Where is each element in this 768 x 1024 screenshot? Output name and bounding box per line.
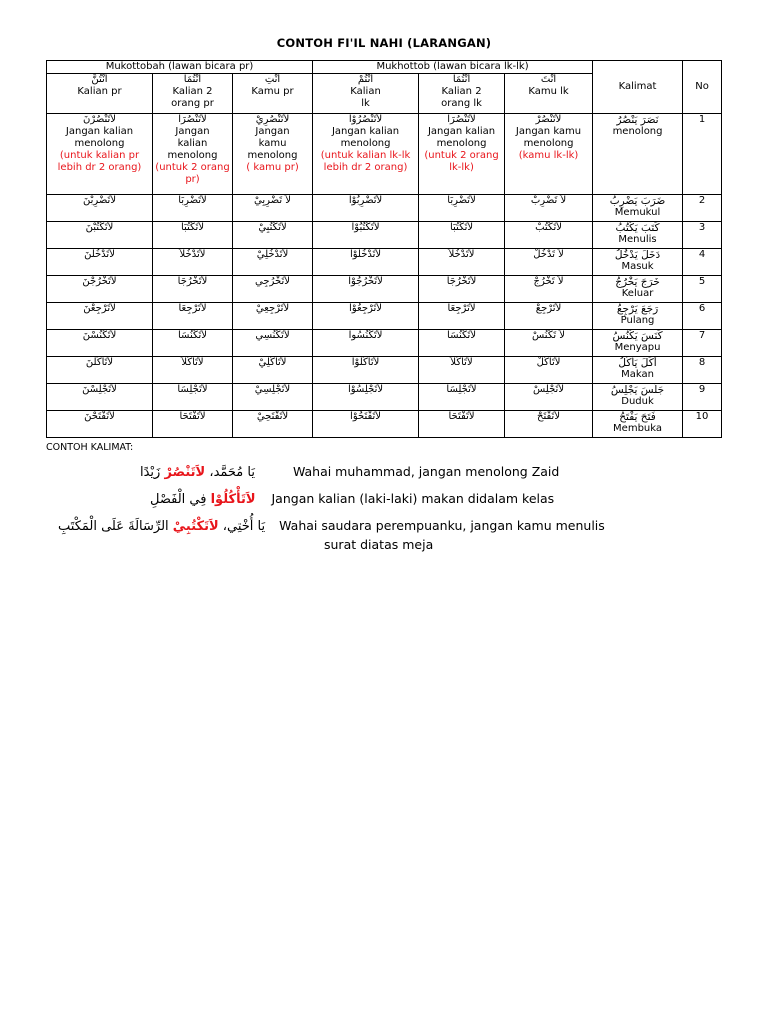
fiil-nahi-arabic: لاَتَأْكُلاَ — [450, 357, 473, 368]
group-header-row — [47, 61, 722, 74]
column-header-pronoun: أَنْتُمْ — [357, 74, 374, 85]
table-cell — [505, 330, 593, 357]
example-arabic-post: زَيْدًا — [140, 465, 165, 480]
table-cell — [313, 411, 419, 438]
fiil-nahi-arabic: لاَتَنْصُرْ — [535, 114, 562, 125]
column-header — [233, 74, 313, 114]
fiil-nahi-arabic: لاَتَجْلِسْنَ — [82, 384, 117, 395]
table-row — [47, 330, 722, 357]
fiil-nahi-arabic: لاَتَأْكُلِيْ — [258, 357, 287, 368]
kalimat-cell — [593, 330, 683, 357]
kalimat-arabic: كَنَسَ يَكْنُسُ — [612, 330, 663, 342]
kalimat-cell — [593, 357, 683, 384]
column-header-label: orang lk — [441, 98, 482, 109]
table-cell — [47, 276, 153, 303]
table-cell — [233, 303, 313, 330]
translation-text: Jangan kalian — [65, 126, 134, 137]
table-cell — [505, 249, 593, 276]
row-number: 1 — [683, 114, 722, 195]
table-cell — [47, 195, 153, 222]
table-cell — [47, 411, 153, 438]
group-header-mukhottob: Mukhottob (lawan bicara lk-lk) — [313, 61, 593, 74]
column-header-label: Kalian 2 — [172, 86, 213, 97]
table-cell — [419, 330, 505, 357]
kalimat-cell — [593, 222, 683, 249]
table-cell — [505, 276, 593, 303]
fiil-nahi-table — [46, 60, 722, 438]
column-header — [313, 74, 419, 114]
example-arabic-highlight: لاَتَأْكُلُوْا — [210, 492, 256, 507]
table-cell — [47, 222, 153, 249]
row-number: 10 — [683, 411, 722, 438]
table-cell — [233, 114, 313, 195]
table-cell — [419, 195, 505, 222]
table-cell — [153, 222, 233, 249]
translation-text: kalian menolong — [167, 138, 218, 161]
column-header-label: No — [695, 81, 709, 92]
table-cell — [233, 276, 313, 303]
addressee-note: (untuk 2 orang pr) — [155, 162, 230, 185]
translation-text: Jangan kalian — [427, 126, 496, 137]
fiil-nahi-arabic: لاَ تَضْرِبْ — [530, 195, 567, 206]
example-arabic-highlight: لاَتَنْصُرْ — [164, 465, 206, 480]
table-cell — [313, 357, 419, 384]
kalimat-arabic: رَجَعَ يَرْجِعُ — [616, 303, 659, 315]
row-number: 9 — [683, 384, 722, 411]
fiil-nahi-arabic: لاَتَكْتُبْ — [535, 222, 562, 233]
kalimat-arabic: فَتَحَ يَفْتَحُ — [619, 411, 656, 423]
table-cell — [47, 330, 153, 357]
column-header-label: orang pr — [171, 98, 214, 109]
column-header-label: Kamu lk — [528, 86, 569, 97]
example-sentence-3 — [58, 517, 738, 554]
example-arabic — [58, 519, 265, 534]
example-arabic-highlight: لاَتَكْتُبِيْ — [172, 519, 219, 534]
table-cell — [233, 249, 313, 276]
table-cell — [505, 357, 593, 384]
table-cell — [153, 330, 233, 357]
fiil-nahi-arabic: لاَتَرْجِعْ — [535, 303, 562, 314]
example-arabic — [150, 492, 256, 507]
example-arabic — [140, 465, 255, 480]
table-cell — [419, 222, 505, 249]
fiil-nahi-arabic: لاَ تَخْرُجْ — [533, 276, 564, 287]
fiil-nahi-arabic: لاَتَفْتَحْنَ — [84, 411, 115, 422]
example-arabic-post: الرِّسَالَةَ عَلَى الْمَكْتَبِ — [58, 519, 173, 534]
fiil-nahi-arabic: لاَتَرْجِعِيْ — [255, 303, 290, 314]
fiil-nahi-arabic: لاَتَفْتَحُوْا — [350, 411, 382, 422]
row-number: 8 — [683, 357, 722, 384]
fiil-nahi-arabic: لاَتَكْنُسَا — [447, 330, 477, 341]
column-header — [419, 74, 505, 114]
table-cell — [153, 249, 233, 276]
fiil-nahi-arabic: لاَتَخْرُجَا — [177, 276, 208, 287]
kalimat-meaning: Membuka — [613, 423, 662, 434]
kalimat-meaning: Duduk — [621, 396, 654, 407]
table-cell — [47, 114, 153, 195]
kalimat-meaning: Menyapu — [614, 342, 661, 353]
table-cell — [313, 330, 419, 357]
kalimat-arabic: جَلَسَ يَجْلِسُ — [610, 384, 665, 396]
table-cell — [153, 384, 233, 411]
row-number: 4 — [683, 249, 722, 276]
page-title: CONTOH FI'IL NAHI (LARANGAN) — [276, 36, 492, 50]
table-cell — [153, 195, 233, 222]
table-cell — [47, 303, 153, 330]
kalimat-cell — [593, 195, 683, 222]
table-cell — [47, 357, 153, 384]
table-cell — [505, 303, 593, 330]
kalimat-cell — [593, 303, 683, 330]
kalimat-meaning: Masuk — [621, 261, 654, 272]
addressee-note: (untuk 2 orang lk-lk) — [424, 150, 499, 173]
table-cell — [505, 114, 593, 195]
examples-label: CONTOH KALIMAT: — [46, 442, 134, 453]
column-header-pronoun: أَنْتَ — [540, 74, 557, 85]
kalimat-arabic: أَكَلَ يَأْكُلُ — [618, 357, 657, 369]
fiil-nahi-arabic: لاَتَخْرُجُوْا — [348, 276, 383, 287]
translation-text: Jangan — [175, 126, 210, 137]
kalimat-meaning: menolong — [612, 126, 663, 137]
fiil-nahi-arabic: لاَتَضْرِبَا — [178, 195, 207, 206]
translation-text: Jangan — [255, 126, 290, 137]
table-row — [47, 357, 722, 384]
fiil-nahi-arabic: لاَتَجْلِسُوْا — [347, 384, 384, 395]
example-arabic-pre: يَا مُحَمَّد، — [205, 465, 255, 480]
fiil-nahi-arabic: لاَتَدْخُلِيْ — [256, 249, 289, 260]
fiil-nahi-arabic: لاَتَكْنُسَا — [178, 330, 207, 341]
fiil-nahi-arabic: لاَتَفْتَحِيْ — [256, 411, 289, 422]
fiil-nahi-arabic: لاَتَكْتُبُوْا — [351, 222, 380, 233]
fiil-nahi-arabic: لاَتَفْتَحَا — [179, 411, 206, 422]
fiil-nahi-arabic: لاَتَكْتُبَا — [180, 222, 205, 233]
kalimat-cell — [593, 411, 683, 438]
addressee-note: ( kamu pr) — [246, 162, 299, 173]
column-header-pronoun: أَنْتُمَا — [183, 74, 202, 85]
addressee-note: (untuk kalian lk-lk lebih dr 2 orang) — [320, 150, 411, 173]
column-header-label: Kalian — [350, 86, 381, 97]
fiil-nahi-arabic: لاَتَجْلِسِيْ — [254, 384, 291, 395]
table-cell — [153, 114, 233, 195]
table-cell — [505, 411, 593, 438]
translation-text: kamu menolong — [247, 138, 298, 161]
addressee-note: (untuk kalian pr lebih dr 2 orang) — [57, 150, 142, 173]
table-cell — [233, 411, 313, 438]
fiil-nahi-arabic: لاَتَكْتُبِيْ — [258, 222, 287, 233]
table-cell — [153, 411, 233, 438]
fiil-nahi-arabic: لاَتَجْلِسَا — [446, 384, 477, 395]
fiil-nahi-arabic: لاَتَخْرُجَا — [446, 276, 477, 287]
translation-text: menolong — [436, 138, 487, 149]
fiil-nahi-arabic: لاَتَكْنُسُوا — [348, 330, 383, 341]
table-cell — [505, 222, 593, 249]
example-translation-cont: surat diatas meja — [324, 537, 434, 552]
table-row — [47, 222, 722, 249]
table-row — [47, 384, 722, 411]
table-cell — [505, 195, 593, 222]
row-number: 5 — [683, 276, 722, 303]
fiil-nahi-arabic: لاَتَدْخُلاَ — [179, 249, 206, 260]
column-header-pronoun: أَنْتُنَّ — [91, 74, 108, 85]
table-cell — [313, 384, 419, 411]
column-header — [47, 74, 153, 114]
column-header-kalimat — [593, 61, 683, 114]
kalimat-cell — [593, 114, 683, 195]
table-row — [47, 303, 722, 330]
table-cell — [419, 276, 505, 303]
kalimat-cell — [593, 384, 683, 411]
table-cell — [313, 276, 419, 303]
table-cell — [233, 330, 313, 357]
group-header-mukottobah: Mukottobah (lawan bicara pr) — [47, 61, 313, 74]
fiil-nahi-arabic: لاَتَكْتُبَا — [449, 222, 474, 233]
fiil-nahi-arabic: لاَتَفْتَحْ — [537, 411, 561, 422]
table-cell — [153, 303, 233, 330]
example-sentence-2 — [150, 490, 750, 509]
table-row — [47, 195, 722, 222]
table-cell — [233, 357, 313, 384]
kalimat-meaning: Makan — [621, 369, 654, 380]
kalimat-arabic: دَخَلَ يَدْخُلُ — [614, 249, 661, 261]
fiil-nahi-arabic: لاَتَأْكُلاَ — [181, 357, 204, 368]
fiil-nahi-arabic: لاَتَجْلِسْ — [533, 384, 565, 395]
column-header — [505, 74, 593, 114]
fiil-nahi-arabic: لاَتَرْجِعَا — [447, 303, 476, 314]
column-header-label: Kamu pr — [251, 86, 294, 97]
row-number: 3 — [683, 222, 722, 249]
fiil-nahi-arabic: لاَتَدْخُلاَ — [448, 249, 475, 260]
table-cell — [419, 411, 505, 438]
table-cell — [313, 249, 419, 276]
table-cell — [313, 303, 419, 330]
column-header-label: Kalian 2 — [441, 86, 482, 97]
fiil-nahi-arabic: لاَتَضْرِبُوْا — [348, 195, 383, 206]
fiil-nahi-arabic: لاَتَدْخُلُوْا — [349, 249, 382, 260]
kalimat-meaning: Memukul — [614, 207, 661, 218]
translation-text: menolong — [340, 138, 391, 149]
table-cell — [233, 384, 313, 411]
translation-text: menolong — [74, 138, 125, 149]
row-number: 7 — [683, 330, 722, 357]
addressee-note: (kamu lk-lk) — [518, 150, 579, 161]
table-cell — [233, 195, 313, 222]
fiil-nahi-arabic: لاَتَرْجِعُوْا — [349, 303, 383, 314]
table-cell — [419, 303, 505, 330]
kalimat-meaning: Keluar — [621, 288, 654, 299]
table-cell — [47, 249, 153, 276]
fiil-nahi-arabic: لاَتَخْرُجْنَ — [82, 276, 117, 287]
table-cell — [47, 384, 153, 411]
table-cell — [313, 222, 419, 249]
table-row — [47, 249, 722, 276]
fiil-nahi-arabic: لاَتَنْصُرَا — [447, 114, 476, 125]
fiil-nahi-arabic: لاَتَفْتَحَا — [448, 411, 475, 422]
table-cell — [419, 249, 505, 276]
fiil-nahi-arabic: لاَتَنْصُرَا — [178, 114, 207, 125]
kalimat-arabic: كَتَبَ يَكْتُبُ — [615, 222, 660, 234]
table-row — [47, 114, 722, 195]
fiil-nahi-arabic: لاَتَخْرُجِي — [255, 276, 290, 287]
table-row — [47, 276, 722, 303]
fiil-nahi-arabic: لاَتَأْكُلُوْا — [351, 357, 380, 368]
fiil-nahi-arabic: لاَتَضْرِبَا — [447, 195, 476, 206]
translation-text: menolong — [523, 138, 574, 149]
table-cell — [153, 357, 233, 384]
column-header — [153, 74, 233, 114]
table-cell — [419, 357, 505, 384]
translation-text: Jangan kalian — [331, 126, 400, 137]
translation-text: Jangan kamu — [515, 126, 582, 137]
table-cell — [233, 222, 313, 249]
column-header-pronoun: أَنْتُمَا — [452, 74, 471, 85]
fiil-nahi-arabic: لاَتَكْنُسْنَ — [82, 330, 117, 341]
kalimat-arabic: خَرَجَ يَخْرُجُ — [615, 276, 660, 288]
column-header-pronoun: أَنْتِ — [264, 74, 281, 85]
column-header-label: lk — [361, 98, 370, 109]
fiil-nahi-arabic: لاَتَنْصُرُوْا — [348, 114, 383, 125]
kalimat-meaning: Menulis — [618, 234, 657, 245]
fiil-nahi-arabic: لاَتَرْجِعَا — [178, 303, 207, 314]
example-arabic-post: فِي الْفَصْلِ — [150, 492, 211, 507]
column-header-label: Kalimat — [618, 81, 657, 92]
table-row — [47, 411, 722, 438]
example-translation: Jangan kalian (laki-laki) makan didalam kelas — [271, 491, 555, 506]
kalimat-arabic: نَصَرَ يَنْصُرُ — [616, 114, 659, 126]
fiil-nahi-arabic: لاَ تَدْخُلْ — [533, 249, 564, 260]
fiil-nahi-arabic: لاَتَرْجِعْنَ — [83, 303, 116, 314]
fiil-nahi-arabic: لاَتَكْنُسِي — [255, 330, 290, 341]
row-number: 6 — [683, 303, 722, 330]
example-arabic-pre: يَا أُخْتِي، — [218, 519, 266, 534]
fiil-nahi-arabic: لاَتَجْلِسَا — [177, 384, 208, 395]
fiil-nahi-arabic: لاَتَنْصُرْنَ — [82, 114, 117, 125]
table-cell — [419, 114, 505, 195]
fiil-nahi-arabic: لاَ تَضْرِبِيْ — [254, 195, 291, 206]
kalimat-cell — [593, 249, 683, 276]
kalimat-cell — [593, 276, 683, 303]
fiil-nahi-arabic: لاَتَأْكُلْنَ — [85, 357, 114, 368]
row-number: 2 — [683, 195, 722, 222]
table-cell — [419, 384, 505, 411]
column-header-label: Kalian pr — [77, 86, 122, 97]
example-translation: Wahai muhammad, jangan menolong Zaid — [292, 464, 560, 479]
table-cell — [505, 384, 593, 411]
example-sentence-1 — [140, 463, 740, 482]
fiil-nahi-arabic: لاَتَكْتُبْنَ — [85, 222, 114, 233]
example-translation: Wahai saudara perempuanku, jangan kamu menulis — [279, 518, 605, 533]
fiil-nahi-arabic: لاَ تَكْنُسْ — [532, 330, 566, 341]
fiil-nahi-arabic: لاَتَأْكُلْ — [536, 357, 561, 368]
table-cell — [313, 195, 419, 222]
fiil-nahi-arabic: لاَتَضْرِبْنَ — [82, 195, 117, 206]
fiil-nahi-arabic: لاَتَنْصُرِيْ — [255, 114, 290, 125]
table-cell — [153, 276, 233, 303]
kalimat-arabic: ضَرَبَ يَضْرِبُ — [609, 195, 666, 207]
column-header-no — [683, 61, 722, 114]
fiil-nahi-arabic: لاَتَدْخُلْنَ — [84, 249, 115, 260]
table-cell — [313, 114, 419, 195]
kalimat-meaning: Pulang — [620, 315, 655, 326]
